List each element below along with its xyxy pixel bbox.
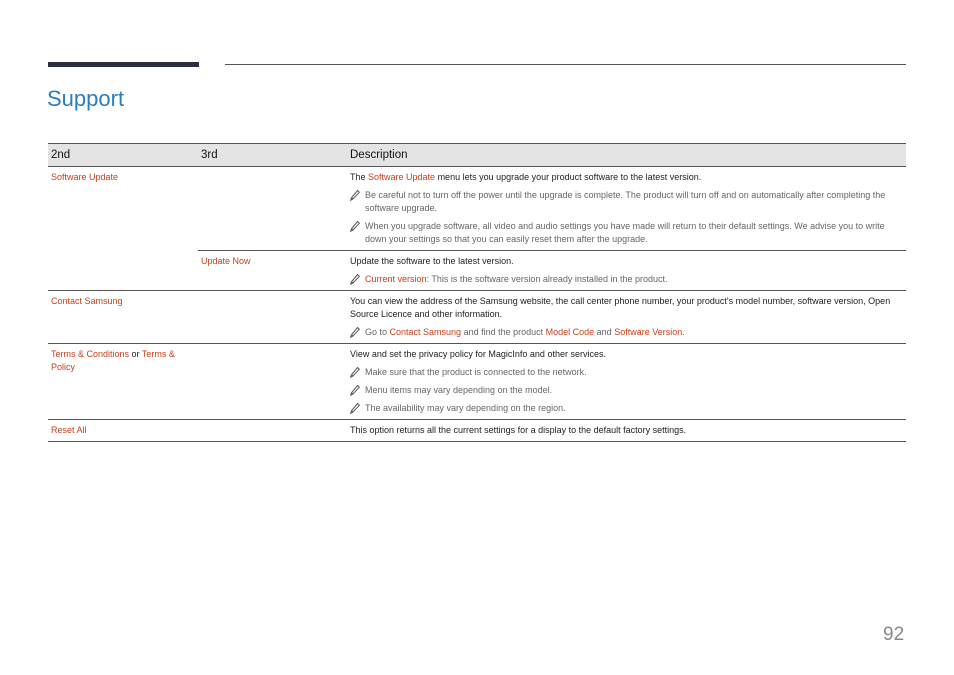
cell-terms-desc — [347, 344, 906, 420]
cell-contact-samsung — [48, 291, 198, 344]
terms-description: View and set the privacy policy for MagicInfo and other services. — [350, 349, 606, 359]
current-version-link[interactable]: Current version — [365, 274, 427, 284]
note: Go to Contact Samsung and find the product Model Code and Software Version. — [350, 326, 903, 339]
model-code-link[interactable]: Model Code — [545, 327, 595, 337]
cell-update-now-desc — [347, 251, 906, 291]
reset-all-link[interactable]: Reset All — [51, 425, 87, 435]
software-update-link[interactable]: Software Update — [51, 172, 119, 182]
table-row — [48, 167, 906, 251]
terms-conditions-link[interactable]: Terms & Conditions — [51, 349, 130, 359]
table-header-row — [48, 144, 906, 167]
note: Be careful not to turn off the power until the upgrade is complete. The product will turn off and on automatically after completing the software upgrade. — [350, 189, 903, 215]
header-accent-bar — [48, 62, 199, 67]
cell-reset-all-desc — [347, 420, 906, 442]
header-3rd: 3rd — [198, 144, 347, 167]
pencil-note-icon — [350, 189, 365, 215]
cell-terms: Terms & Conditions or Terms & Policy — [48, 344, 198, 420]
contact-samsung-description: You can view the address of the Samsung website, the call center phone number, your product's model number, software version, Open Source Licence and other information. — [350, 296, 891, 319]
page-title: Support — [47, 86, 125, 111]
pencil-note-icon — [350, 326, 365, 339]
support-settings-table — [48, 143, 906, 442]
page-number: 92 — [883, 624, 905, 645]
table-row — [48, 420, 906, 442]
table-row — [48, 344, 906, 420]
update-now-link[interactable]: Update Now — [201, 256, 251, 266]
pencil-note-icon — [350, 402, 365, 415]
terms-policy-link[interactable]: Terms & Policy — [51, 349, 175, 372]
cell-empty — [198, 344, 347, 420]
cell-empty — [198, 291, 347, 344]
note: The availability may vary depending on the region. — [350, 402, 903, 415]
cell-empty — [198, 167, 347, 251]
header-2nd: 2nd — [48, 144, 198, 167]
header-divider-line — [225, 64, 906, 65]
header-description: Description — [347, 144, 906, 167]
note: When you upgrade software, all video and audio settings you have made will return to their default settings. We advise you to write down your settings so that you can easily reset them after the upgrade. — [350, 220, 903, 246]
contact-samsung-link[interactable]: Contact Samsung — [51, 296, 123, 306]
contact-samsung-inline-link[interactable]: Contact Samsung — [389, 327, 462, 337]
cell-software-update — [48, 167, 198, 291]
cell-software-update-desc — [347, 167, 906, 251]
pencil-note-icon — [350, 273, 365, 286]
software-version-link[interactable]: Software Version — [614, 327, 683, 337]
pencil-note-icon — [350, 384, 365, 397]
pencil-note-icon — [350, 220, 365, 246]
cell-contact-samsung-desc — [347, 291, 906, 344]
note: Menu items may vary depending on the model. — [350, 384, 903, 397]
cell-empty — [198, 420, 347, 442]
cell-update-now — [198, 251, 347, 291]
note: Make sure that the product is connected to the network. — [350, 366, 903, 379]
software-update-description: The Software Update menu lets you upgrade your product software to the latest version. — [350, 172, 702, 182]
update-now-description: Update the software to the latest version. — [350, 256, 514, 266]
table-row — [48, 291, 906, 344]
pencil-note-icon — [350, 366, 365, 379]
note: Current version: This is the software version already installed in the product. — [350, 273, 903, 286]
cell-reset-all — [48, 420, 198, 442]
software-update-inline-link[interactable]: Software Update — [368, 172, 436, 182]
reset-all-description: This option returns all the current settings for a display to the default factory settings. — [350, 425, 687, 435]
